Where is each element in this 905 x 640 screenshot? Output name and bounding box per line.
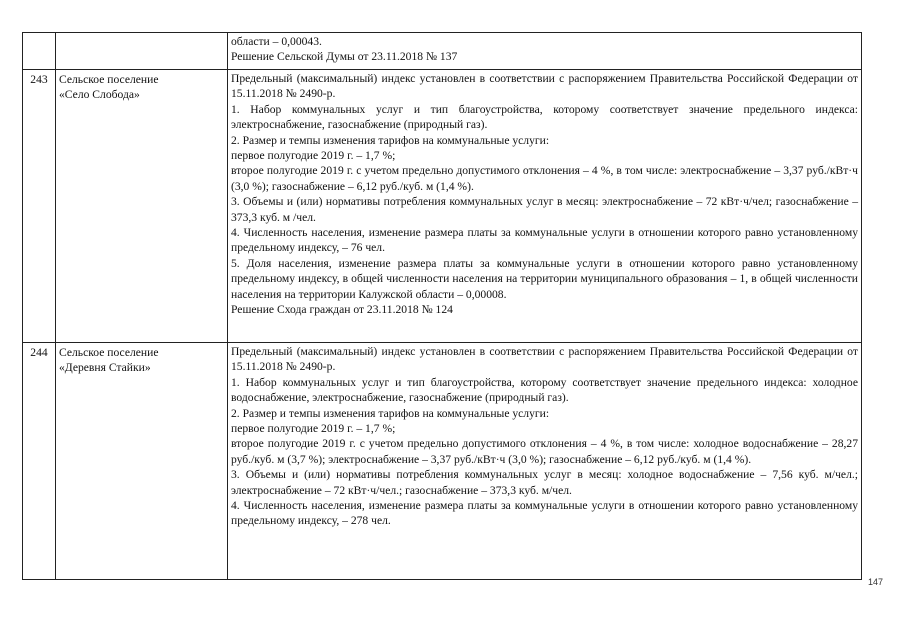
paragraph-5: 5. Доля населения, изменение размера платы за коммунальные услуги в отношении которого равно установленному предельному индексу, в общей численности населения на территории муниципального образования – 1, в общей численности населения на территории Калужской области – 0,00008. xyxy=(231,256,858,301)
decision-reference: Решение Схода граждан от 23.11.2018 № 124 xyxy=(231,303,453,317)
table-row-continued xyxy=(23,33,862,70)
municipality-name-cell xyxy=(56,33,228,70)
paragraph-first-half: первое полугодие 2019 г. – 1,7 %; xyxy=(231,149,396,163)
paragraph-4: 4. Численность населения, изменение размера платы за коммунальные услуги в отношении которого равно установленному предельному индексу, – 278 чел. xyxy=(231,499,858,528)
municipality-name xyxy=(56,70,228,343)
municipality-type: Сельское поселение xyxy=(59,73,159,86)
row-number: 243 xyxy=(23,70,56,343)
row-number-cell xyxy=(23,33,56,70)
paragraph-2: 2. Размер и темпы изменения тарифов на коммунальные услуги: xyxy=(231,406,550,420)
paragraph-second-half: второе полугодие 2019 г. с учетом предельно допустимого отклонения – 4 %, в том числе: электроснабжение – 3,37 руб./кВт·ч (3,0 %); газоснабжение – 6,12 руб./куб. м (1,4 %). xyxy=(231,164,858,193)
paragraph-3: 3. Объемы и (или) нормативы потребления коммунальных услуг в месяц: холодное водоснабжение – 7,56 куб. м/чел.; электроснабжение – 72 кВт·ч/чел.; газоснабжение – 373,3 куб. м/чел. xyxy=(231,468,858,497)
row-description-cell xyxy=(228,33,862,70)
paragraph-3: 3. Объемы и (или) нормативы потребления коммунальных услуг в месяц: электроснабжение – 72 кВт·ч/чел; газоснабжение – 373,3 куб. м /чел. xyxy=(231,195,858,224)
table-row-244 xyxy=(23,343,862,580)
municipality-index-table xyxy=(22,32,862,580)
paragraph: области – 0,00043. xyxy=(231,35,322,48)
municipality-title: «Село Слобода» xyxy=(59,88,140,102)
page-number: 147 xyxy=(867,577,883,587)
paragraph-intro: Предельный (максимальный) индекс установлен в соответствии с распоряжением Правительства Российской Федерации от 15.11.2018 № 2490-р. xyxy=(231,345,858,374)
row-description-cell xyxy=(228,70,862,343)
paragraph-1: 1. Набор коммунальных услуг и тип благоустройства, которому соответствует значение предельного индекса: электроснабжение, газоснабжение (природный газ). xyxy=(231,102,858,132)
row-number: 244 xyxy=(23,343,56,580)
paragraph-1: 1. Набор коммунальных услуг и тип благоустройства, которому соответствует значение предельного индекса: холодное водоснабжение, электроснабжение, газоснабжение (природный газ). xyxy=(231,375,858,405)
table-row-243 xyxy=(23,70,862,343)
paragraph-second-half: второе полугодие 2019 г. с учетом предельно допустимого отклонения – 4 %, в том числе: холодное водоснабжение – 28,27 руб./куб. м (3,7 %); электроснабжение – 3,37 руб./кВт·ч (3,0 %); газоснабжение – 6,12 руб./куб. м (1,4 %). xyxy=(231,437,858,466)
municipality-type: Сельское поселение xyxy=(59,346,159,359)
municipality-name xyxy=(56,343,228,580)
decision-reference: Решение Сельской Думы от 23.11.2018 № 137 xyxy=(231,50,458,64)
paragraph-4: 4. Численность населения, изменение размера платы за коммунальные услуги в отношении которого равно установленному предельному индексу, – 76 чел. xyxy=(231,226,858,255)
paragraph-intro: Предельный (максимальный) индекс установлен в соответствии с распоряжением Правительства Российской Федерации от 15.11.2018 № 2490-р. xyxy=(231,72,858,101)
row-description-cell xyxy=(228,343,862,580)
paragraph-2: 2. Размер и темпы изменения тарифов на коммунальные услуги: xyxy=(231,133,550,147)
paragraph-first-half: первое полугодие 2019 г. – 1,7 %; xyxy=(231,422,396,436)
municipality-title: «Деревня Стайки» xyxy=(59,361,151,375)
